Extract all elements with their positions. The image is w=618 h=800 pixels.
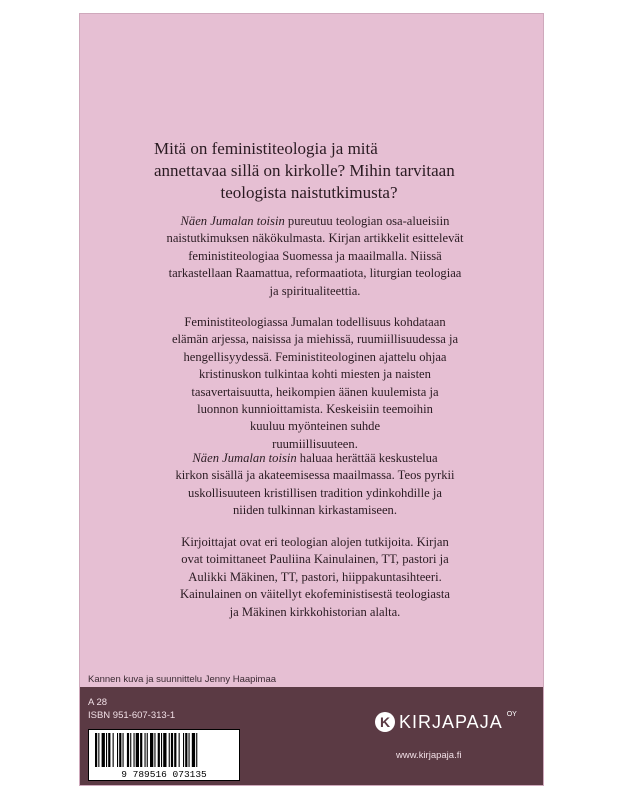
barcode-bar	[117, 733, 118, 767]
lead-line: Mitä on feministiteologia ja mitä	[154, 139, 378, 158]
paragraph-line: ovat toimittaneet Pauliina Kainulainen, TT, pastori ja	[181, 552, 449, 567]
paragraph-purpose	[130, 450, 500, 520]
barcode	[88, 729, 240, 781]
barcode-bar	[185, 733, 187, 767]
barcode-bar	[145, 733, 146, 767]
paragraph-line: Kainulainen on väitellyt ekofeministisestä teologiasta	[180, 587, 450, 602]
paragraph-line: Näen Jumalan toisin haluaa herättää keskustelua	[192, 451, 438, 465]
publisher-band	[80, 687, 543, 785]
paragraph-line: kuuluu myönteinen suhde	[249, 419, 381, 434]
barcode-bar	[174, 733, 176, 767]
paragraph-line: ja Mäkinen kirkkohistorian alalta.	[229, 604, 401, 619]
barcode-bar	[113, 733, 114, 767]
paragraph-line: niiden tulkinnan kirkastamiseen.	[232, 503, 398, 518]
barcode-bar	[108, 733, 110, 767]
barcode-bar	[147, 733, 148, 767]
paragraph-line: naistutkimuksen näkökulmasta. Kirjan artikkelit esittelevät	[166, 231, 464, 246]
lead-question	[154, 138, 484, 204]
barcode-bar	[134, 733, 135, 767]
barcode-bar	[158, 733, 160, 767]
paragraph-line: ja spiritualiteettia.	[269, 283, 361, 298]
cover-credit: Kannen kuva ja suunnittelu Jenny Haapimaa	[88, 674, 277, 685]
paragraph-intro	[130, 213, 500, 300]
paragraph-line: Näen Jumalan toisin pureutuu teologian osa-alueisiin	[180, 214, 450, 228]
paragraph-line: ruumiillisuuteen.	[272, 436, 358, 451]
barcode-bar	[123, 733, 124, 767]
barcode-bar	[127, 733, 129, 767]
publisher-logo	[375, 709, 517, 735]
publisher-url[interactable]: www.kirjapaja.fi	[396, 750, 462, 761]
barcode-bar	[183, 733, 184, 767]
book-title: Näen Jumalan toisin	[180, 214, 285, 228]
barcode-bar	[106, 733, 107, 767]
paragraph-line: Aulikki Mäkinen, TT, pastori, hiippakuntasihteeri.	[188, 569, 442, 584]
barcode-bar	[171, 733, 173, 767]
barcode-bar	[196, 733, 197, 767]
lead-line: annettavaa sillä on kirkolle? Mihin tarvitaan	[154, 161, 455, 180]
barcode-bar	[140, 733, 142, 767]
publisher-name: KIRJAPAJA	[399, 711, 503, 732]
barcode-bar	[179, 733, 180, 767]
paragraph-line: elämän arjessa, naisissa ja miehissä, ruumiillisuudessa ja	[171, 332, 459, 347]
barcode-bar	[95, 733, 97, 767]
barcode-bar	[161, 733, 162, 767]
paragraph-line: uskollisuuteen kristillisen tradition ydinkohdille ja	[188, 485, 442, 500]
class-code: A 28	[88, 697, 108, 708]
barcode-bar	[154, 733, 155, 767]
cover-text-area	[80, 14, 543, 696]
paragraph-authors	[130, 534, 500, 621]
paragraph-line: tarkastellaan Raamattua, reformaatiota, liturgian teologiaa	[168, 266, 462, 281]
paragraph-line: hengellisyydessä. Feministiteologinen ajattelu ohjaa	[183, 349, 447, 364]
barcode-bar	[136, 733, 139, 767]
book-title: Näen Jumalan toisin	[192, 451, 297, 465]
paragraph-theology	[130, 314, 500, 453]
paragraph-line: kristinuskon tulkintaa kohti miesten ja naisten	[199, 367, 431, 382]
paragraph-line: luonnon kunnioittamista. Keskeisiin teemoihin	[197, 402, 433, 417]
publisher-suffix: OY	[506, 711, 517, 718]
paragraph-line: Kirjoittajat ovat eri teologian alojen tutkijoita. Kirjan	[181, 535, 449, 549]
barcode-bar	[102, 733, 105, 767]
paragraph-line: tasavertaisuutta, heikompien äänen kuulemista ja	[191, 384, 439, 399]
barcode-bar	[189, 733, 190, 767]
barcode-bar	[150, 733, 153, 767]
barcode-bar	[163, 733, 166, 767]
barcode-graphic	[89, 730, 239, 780]
paragraph-line: Feministiteologiassa Jumalan todellisuus kohdataan	[184, 315, 446, 329]
paragraph-line: kirkon sisällä ja akateemisessa maailmassa. Teos pyrkii	[175, 468, 455, 483]
lead-line: teologista naistutkimusta?	[220, 183, 398, 202]
barcode-bar	[98, 733, 99, 767]
barcode-bar	[169, 733, 170, 767]
barcode-bar	[119, 733, 121, 767]
barcode-bar	[130, 733, 131, 767]
paragraph-line: feministiteologiaa Suomessa ja maailmalla. Niissä	[188, 248, 442, 263]
barcode-bar	[192, 733, 195, 767]
book-meta	[88, 696, 175, 722]
barcode-number: 9 789516 073135	[121, 769, 207, 780]
isbn: ISBN 951-607-313-1	[88, 710, 176, 721]
publisher-mark: K	[375, 712, 395, 732]
back-cover	[80, 14, 543, 785]
